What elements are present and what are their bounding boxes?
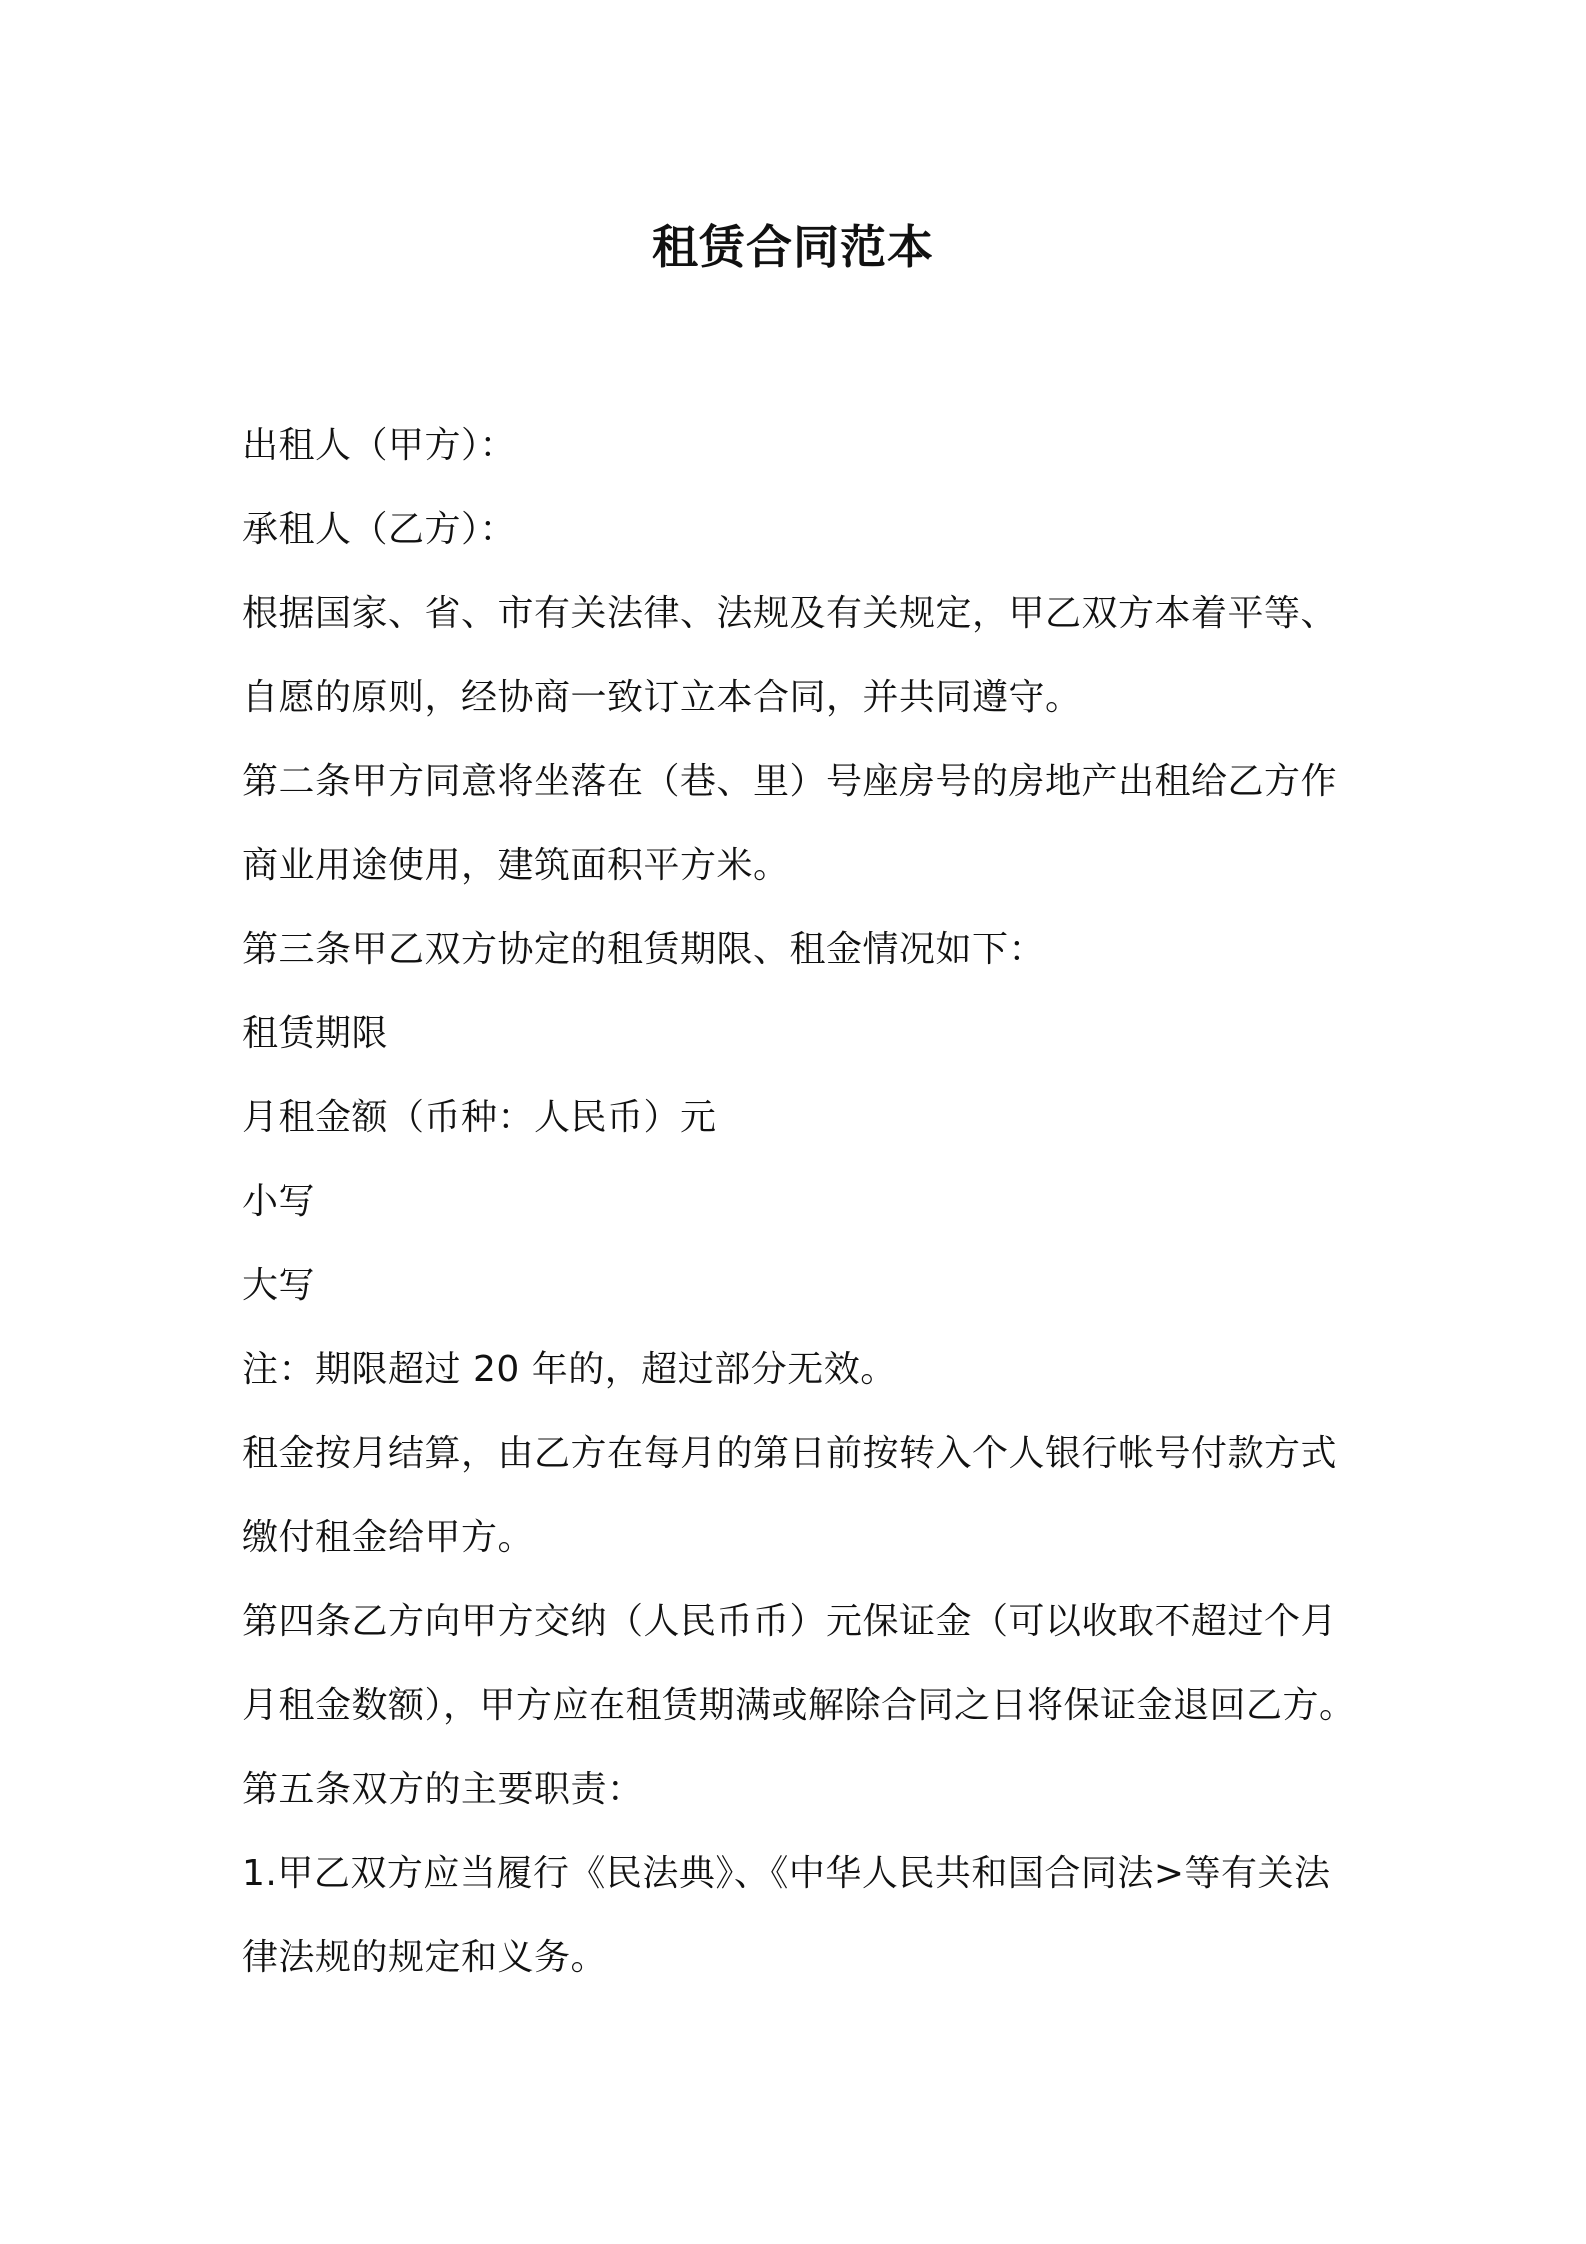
line-party-b: 承租人（乙方）： <box>242 509 517 550</box>
line-party-a: 出租人（甲方）： <box>242 425 517 466</box>
line-article-2-1: 第二条甲方同意将坐落在（巷、里）号座房号的房地产出租给乙方作 <box>242 761 1338 802</box>
document-body <box>242 404 1382 2000</box>
line-payment-1: 租金按月结算，由乙方在每月的第日前按转入个人银行帐号付款方式 <box>242 1433 1338 1474</box>
line-duty-1-2: 律法规的规定和义务。 <box>242 1937 608 1978</box>
line-amount-words: 大写 <box>242 1265 316 1306</box>
line-preamble-2: 自愿的原则，经协商一致订立本合同，并共同遵守。 <box>242 677 1082 718</box>
line-preamble-1: 根据国家、省、市有关法律、法规及有关规定，甲乙双方本着平等、 <box>242 593 1338 634</box>
line-article-2-2: 商业用途使用，建筑面积平方米。 <box>242 845 790 886</box>
document-title: 租赁合同范本 <box>652 220 934 274</box>
line-article-5: 第五条双方的主要职责： <box>242 1769 644 1810</box>
line-article-4-2: 月租金数额），甲方应在租赁期满或解除合同之日将保证金退回乙方。 <box>242 1685 1356 1726</box>
line-article-3: 第三条甲乙双方协定的租赁期限、租金情况如下： <box>242 929 1046 970</box>
line-payment-2: 缴付租金给甲方。 <box>242 1517 535 1558</box>
line-monthly-rent: 月租金额（币种：人民币）元 <box>242 1097 717 1138</box>
line-amount-figures: 小写 <box>242 1181 316 1222</box>
line-lease-term: 租赁期限 <box>242 1013 389 1054</box>
line-article-4-1: 第四条乙方向甲方交纳（人民币币）元保证金（可以收取不超过个月 <box>242 1601 1338 1642</box>
line-duty-1-1: 1.甲乙双方应当履行《民法典》、《中华人民共和国合同法>等有关法 <box>242 1853 1331 1894</box>
line-note: 注：期限超过 20 年的，超过部分无效。 <box>242 1349 897 1390</box>
